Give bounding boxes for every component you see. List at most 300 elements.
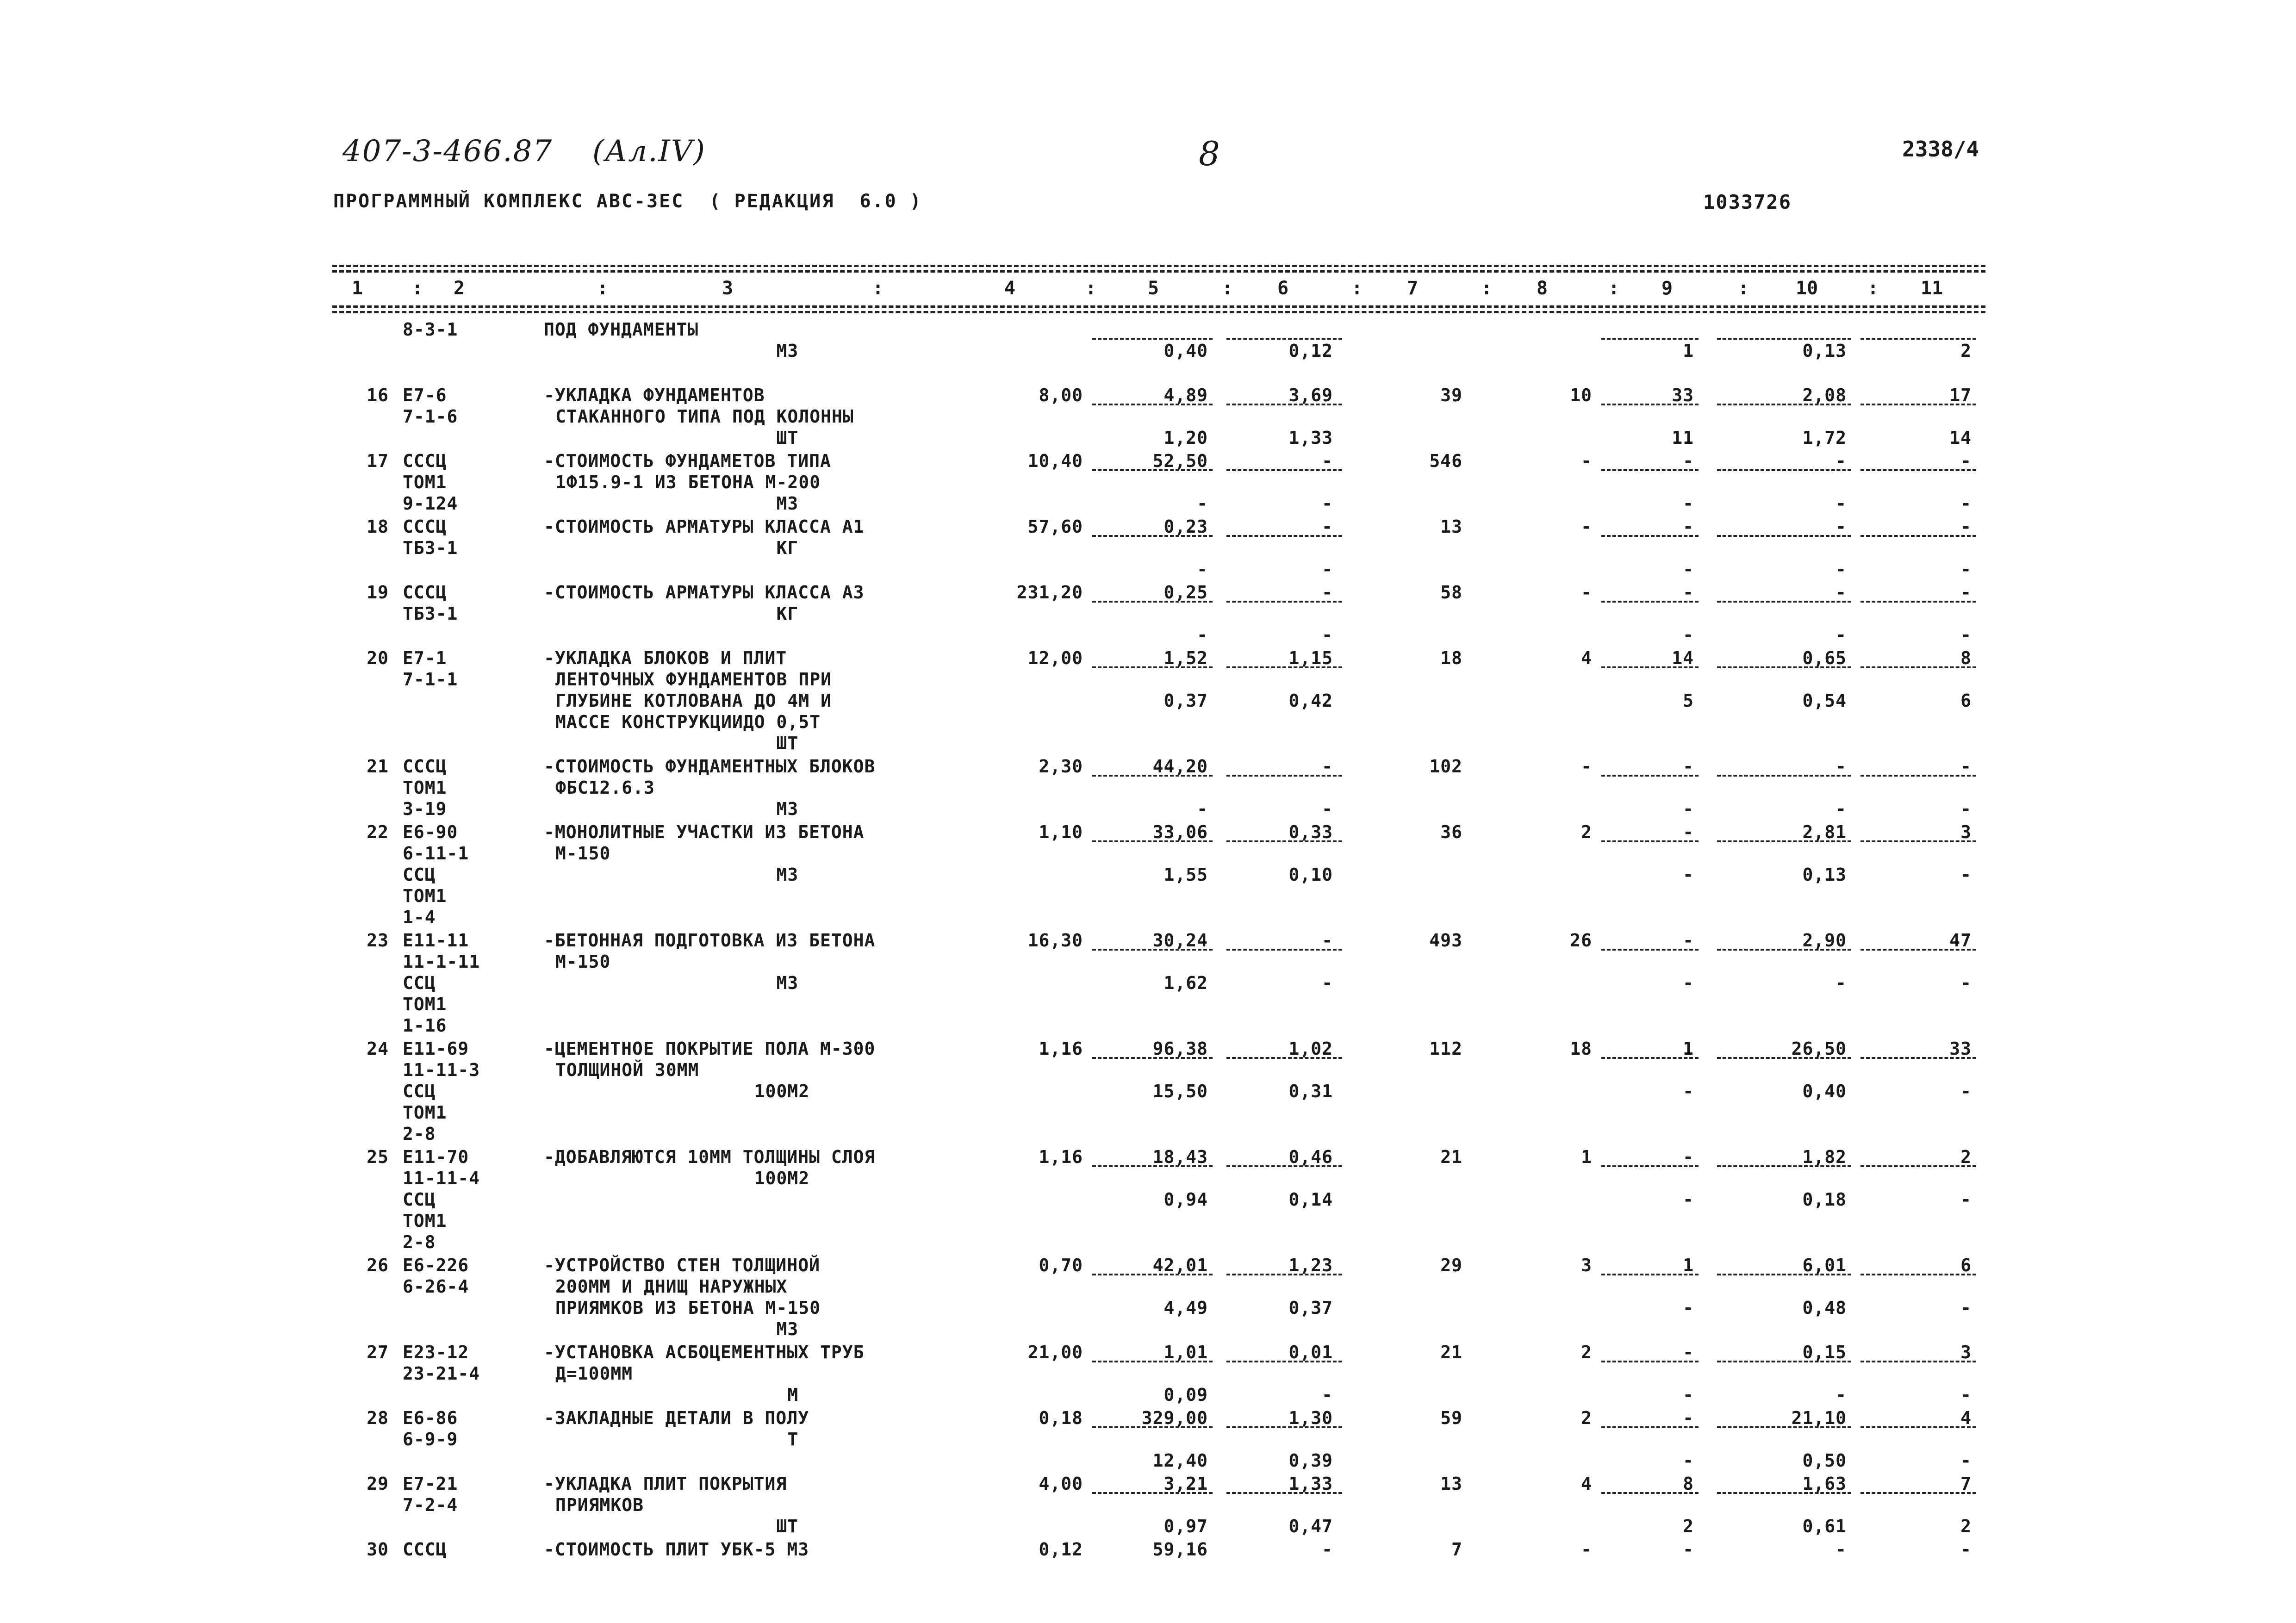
wage-total: 1 [1581,1147,1592,1167]
norm-code: СССЦ [403,582,447,603]
header-bottom-rule [332,305,1985,308]
norm-code: 7-1-1 [403,669,458,690]
unit-value-c9: - [1683,822,1694,842]
unit-value-c5: 1,62 [1164,973,1208,993]
unit-value-c11: 3 [1960,822,1972,842]
quantity: 21,00 [1027,1342,1083,1362]
cell-underline [1717,469,1851,471]
norm-code: 2-8 [403,1232,436,1252]
work-description: 1Ф15.9-1 ИЗ БЕТОНА М-200 [555,472,821,492]
norm-code: Е6-90 [403,822,458,842]
unit-value-c9: - [1683,493,1694,514]
quantity: 10,40 [1027,451,1083,471]
unit-value-c10: 2,08 [1802,385,1847,405]
unit-value-c5: 52,50 [1152,451,1208,471]
unit-value-c11: 17 [1949,385,1972,405]
quantity: 2,30 [1039,756,1083,777]
row-number: 23 [367,930,389,951]
unit-value-c6: 3,69 [1288,385,1333,405]
cost-total: 493 [1429,930,1462,951]
unit-value-c6: - [1322,559,1333,579]
norm-code: 11-11-3 [403,1060,480,1080]
unit-value-c5: 1,55 [1164,864,1208,885]
unit-value-c10: 0,65 [1802,648,1847,668]
unit-value-c6: 0,10 [1288,864,1333,885]
cell-underline [1717,338,1851,340]
cell-underline [1860,840,1976,842]
unit-value-c9: 1 [1683,341,1694,361]
work-description: -СТОИМОСТЬ ФУНДАМЕНТНЫХ БЛОКОВ [544,756,876,777]
unit-value-c5: 30,24 [1152,930,1208,951]
cell-underline [1092,775,1213,777]
quantity: 0,70 [1039,1255,1083,1275]
unit-value-c10: 1,82 [1802,1147,1847,1167]
unit-value-c6: 0,47 [1288,1516,1333,1536]
unit-value-c10: 0,15 [1802,1342,1847,1362]
row-number: 19 [367,582,389,603]
cell-underline [1860,949,1976,951]
unit-value-c11: - [1960,973,1972,993]
cell-underline [1601,1274,1699,1275]
unit-value-c6: 1,02 [1288,1038,1333,1059]
unit-value-c9: - [1683,973,1694,993]
unit-value-c10: 0,61 [1802,1516,1847,1536]
page-number: 8 [1199,134,1220,173]
cell-underline [1226,1361,1342,1362]
cell-underline [1092,1165,1213,1167]
cell-underline [1226,338,1342,340]
work-description: -УКЛАДКА ФУНДАМЕНТОВ [544,385,765,405]
unit-value-c5: 0,40 [1164,341,1208,361]
unit-value-c10: - [1836,1539,1847,1560]
wage-total: 26 [1570,930,1592,951]
unit-value-c5: 96,38 [1152,1038,1208,1059]
cell-underline [1601,1165,1699,1167]
norm-code: 23-21-4 [403,1363,480,1384]
unit-value-c5: 329,00 [1141,1408,1208,1428]
unit-value-c5: 33,06 [1152,822,1208,842]
row-number: 26 [367,1255,389,1275]
unit-value-c5: 1,52 [1164,648,1208,668]
quantity: 1,16 [1039,1147,1083,1167]
unit-value-c5: 0,25 [1164,582,1208,603]
unit-value-c6: - [1322,451,1333,471]
norm-code: 8-3-1 [403,319,458,340]
norm-code: СССЦ [403,756,447,777]
wage-total: - [1581,582,1592,603]
unit-value-c5: 3,21 [1164,1474,1208,1494]
cell-underline [1717,666,1851,668]
unit-value-c9: - [1683,451,1694,471]
cell-underline [1226,949,1342,951]
wage-total: 4 [1581,648,1592,668]
row-number: 18 [367,516,389,537]
work-description: Т [555,1429,799,1449]
work-description: ГЛУБИНЕ КОТЛОВАНА ДО 4М И [555,690,832,711]
column-header: 8 [1537,278,1548,299]
cell-underline [1717,1426,1851,1428]
unit-value-c9: - [1683,1408,1694,1428]
cell-underline [1601,338,1699,340]
unit-value-c11: 4 [1960,1408,1972,1428]
column-header: 2 [454,278,465,299]
unit-value-c5: 12,40 [1152,1450,1208,1471]
cell-underline [1092,469,1213,471]
unit-value-c10: 0,54 [1802,690,1847,711]
row-number: 24 [367,1038,389,1059]
norm-code: ТОМ1 [403,777,447,798]
cost-total: 21 [1440,1342,1462,1362]
norm-code: 11-11-4 [403,1168,480,1188]
norm-code: ССЦ [403,1189,436,1210]
cell-underline [1860,666,1976,668]
unit-value-c11: - [1960,559,1972,579]
unit-value-c9: - [1683,516,1694,537]
wage-total: 2 [1581,822,1592,842]
work-description: 100М2 [555,1081,810,1101]
column-header: 4 [1004,278,1016,299]
work-description: М3 [555,799,799,819]
unit-value-c10: - [1836,756,1847,777]
wage-total: - [1581,516,1592,537]
work-description: СТАКАННОГО ТИПА ПОД КОЛОННЫ [555,406,854,427]
work-description: -УКЛАДКА ПЛИТ ПОКРЫТИЯ [544,1474,787,1494]
unit-value-c10: - [1836,516,1847,537]
unit-value-c10: 6,01 [1802,1255,1847,1275]
unit-value-c9: 2 [1683,1516,1694,1536]
column-separator: : [872,278,884,299]
unit-value-c9: 8 [1683,1474,1694,1494]
unit-value-c11: - [1960,493,1972,514]
norm-code: ССЦ [403,864,436,885]
work-description: -СТОИМОСТЬ ПЛИТ УБК-5 М3 [544,1539,809,1560]
unit-value-c9: - [1683,930,1694,951]
work-description: 200ММ И ДНИЩ НАРУЖНЫХ [555,1276,788,1297]
work-description: -МОНОЛИТНЫЕ УЧАСТКИ ИЗ БЕТОНА [544,822,865,842]
work-description: КГ [555,538,799,558]
cost-total: 39 [1440,385,1462,405]
column-header: 6 [1277,278,1289,299]
norm-code: Е11-70 [403,1147,469,1167]
norm-code: Е23-12 [403,1342,469,1362]
cell-underline [1226,775,1342,777]
work-description: ШТ [555,428,799,448]
cell-underline [1601,535,1699,537]
unit-value-c11: - [1960,582,1972,603]
cell-underline [1860,1361,1976,1362]
cell-underline [1601,840,1699,842]
cell-underline [1601,949,1699,951]
work-description: -БЕТОННАЯ ПОДГОТОВКА ИЗ БЕТОНА [544,930,876,951]
unit-value-c6: 0,31 [1288,1081,1333,1101]
cell-underline [1601,469,1699,471]
work-description: -СТОИМОСТЬ ФУНДАМЕТОВ ТИПА [544,451,831,471]
cell-underline [1092,1492,1213,1494]
cost-total: 59 [1440,1408,1462,1428]
cell-underline [1601,1057,1699,1059]
norm-code: ТБ3-1 [403,603,458,624]
unit-value-c10: 0,40 [1802,1081,1847,1101]
cell-underline [1226,535,1342,537]
work-description: М3 [555,864,799,885]
column-header: 9 [1661,278,1673,299]
cell-underline [1860,601,1976,603]
unit-value-c10: - [1836,625,1847,645]
unit-value-c10: 2,90 [1802,930,1847,951]
header-bottom-rule-2 [332,311,1985,313]
unit-value-c9: 1 [1683,1038,1694,1059]
work-description: ПОД ФУНДАМЕНТЫ [544,319,699,340]
unit-value-c11: 47 [1949,930,1972,951]
unit-value-c6: 0,39 [1288,1450,1333,1471]
cell-underline [1092,1057,1213,1059]
cell-underline [1717,404,1851,405]
unit-value-c11: 6 [1960,690,1972,711]
unit-value-c10: - [1836,799,1847,819]
unit-value-c10: 0,50 [1802,1450,1847,1471]
unit-value-c9: - [1683,864,1694,885]
wage-total: 18 [1570,1038,1592,1059]
unit-value-c11: - [1960,799,1972,819]
unit-value-c5: - [1197,493,1208,514]
cell-underline [1860,535,1976,537]
cell-underline [1092,601,1213,603]
cell-underline [1226,469,1342,471]
norm-code: 9-124 [403,493,458,514]
column-header: 10 [1796,278,1818,299]
unit-value-c9: - [1683,1342,1694,1362]
unit-value-c6: 0,01 [1288,1342,1333,1362]
row-number: 22 [367,822,389,842]
document-id: 2338/4 [1902,137,1979,162]
unit-value-c6: - [1322,582,1333,603]
norm-code: СССЦ [403,1539,447,1560]
unit-value-c10: 21,10 [1791,1408,1847,1428]
norm-code: 6-11-1 [403,843,469,864]
work-description: 100М2 [555,1168,810,1188]
cell-underline [1092,535,1213,537]
cell-underline [1860,469,1976,471]
unit-value-c6: 0,14 [1288,1189,1333,1210]
wage-total: 10 [1570,385,1592,405]
cell-underline [1860,338,1976,340]
cost-total: 13 [1440,1474,1462,1494]
cell-underline [1092,840,1213,842]
cell-underline [1092,1361,1213,1362]
work-description: КГ [555,603,799,624]
unit-value-c11: - [1960,1298,1972,1318]
unit-value-c5: 0,09 [1164,1385,1208,1405]
unit-value-c11: - [1960,1081,1972,1101]
cell-underline [1860,1274,1976,1275]
norm-code: Е11-11 [403,930,469,951]
unit-value-c5: 44,20 [1152,756,1208,777]
norm-code: СССЦ [403,451,447,471]
work-description: М3 [555,341,799,361]
norm-code: Е7-6 [403,385,447,405]
cell-underline [1601,404,1699,405]
work-description: ПРИЯМКОВ [555,1495,644,1515]
unit-value-c5: 0,97 [1164,1516,1208,1536]
row-number: 27 [367,1342,389,1362]
cost-total: 13 [1440,516,1462,537]
cost-total: 112 [1429,1038,1462,1059]
unit-value-c6: 1,15 [1288,648,1333,668]
unit-value-c11: - [1960,1385,1972,1405]
cell-underline [1226,840,1342,842]
unit-value-c6: 0,12 [1288,341,1333,361]
unit-value-c9: - [1683,799,1694,819]
unit-value-c11: - [1960,625,1972,645]
project-code: 407-3-466.87 [342,134,553,168]
unit-value-c5: - [1197,799,1208,819]
norm-code: ТБ3-1 [403,538,458,558]
cost-total: 36 [1440,822,1462,842]
column-separator: : [1867,278,1879,299]
cell-underline [1860,1426,1976,1428]
quantity: 8,00 [1039,385,1083,405]
work-description: Д=100ММ [555,1363,633,1384]
work-description: -ЦЕМЕНТНОЕ ПОКРЫТИЕ ПОЛА М-300 [544,1038,876,1059]
cost-total: 29 [1440,1255,1462,1275]
norm-code: СССЦ [403,516,447,537]
row-number: 28 [367,1408,389,1428]
unit-value-c5: 1,01 [1164,1342,1208,1362]
cell-underline [1092,949,1213,951]
unit-value-c10: 1,63 [1802,1474,1847,1494]
work-description: М3 [555,493,799,514]
unit-value-c6: - [1322,1385,1333,1405]
work-description: -ЗАКЛАДНЫЕ ДЕТАЛИ В ПОЛУ [544,1408,809,1428]
unit-value-c6: 1,23 [1288,1255,1333,1275]
work-description: -ДОБАВЛЯЮТСЯ 10ММ ТОЛЩИНЫ СЛОЯ [544,1147,876,1167]
unit-value-c5: 4,89 [1164,385,1208,405]
unit-value-c11: - [1960,864,1972,885]
cell-underline [1092,666,1213,668]
unit-value-c6: 0,37 [1288,1298,1333,1318]
work-description: ЛЕНТОЧНЫХ ФУНДАМЕНТОВ ПРИ [555,669,832,690]
column-separator: : [1738,278,1749,299]
unit-value-c5: 0,94 [1164,1189,1208,1210]
unit-value-c11: 2 [1960,341,1972,361]
cost-total: 58 [1440,582,1462,603]
unit-value-c11: - [1960,1450,1972,1471]
norm-code: 6-26-4 [403,1276,469,1297]
column-header: 11 [1921,278,1943,299]
unit-value-c5: 1,20 [1164,428,1208,448]
cell-underline [1717,840,1851,842]
unit-value-c10: 26,50 [1791,1038,1847,1059]
quantity: 12,00 [1027,648,1083,668]
quantity: 1,16 [1039,1038,1083,1059]
unit-value-c10: - [1836,493,1847,514]
wage-total: - [1581,451,1592,471]
unit-value-c6: 0,33 [1288,822,1333,842]
cell-underline [1092,404,1213,405]
column-separator: : [597,278,609,299]
unit-value-c11: 6 [1960,1255,1972,1275]
work-description: ПРИЯМКОВ ИЗ БЕТОНА М-150 [555,1298,821,1318]
wage-total: 2 [1581,1342,1592,1362]
unit-value-c6: 0,46 [1288,1147,1333,1167]
norm-code: Е7-21 [403,1474,458,1494]
unit-value-c10: - [1836,451,1847,471]
cost-total: 546 [1429,451,1462,471]
unit-value-c11: - [1960,1539,1972,1560]
cell-underline [1226,1274,1342,1275]
unit-value-c10: - [1836,582,1847,603]
norm-code: ТОМ1 [403,994,447,1014]
unit-value-c9: - [1683,1385,1694,1405]
unit-value-c5: - [1197,625,1208,645]
norm-code: 7-2-4 [403,1495,458,1515]
norm-code: ССЦ [403,1081,436,1101]
unit-value-c5: 42,01 [1152,1255,1208,1275]
cell-underline [1717,601,1851,603]
unit-value-c11: 33 [1949,1038,1972,1059]
column-separator: : [1351,278,1363,299]
column-header: 1 [352,278,363,299]
cell-underline [1226,601,1342,603]
wage-total: - [1581,756,1592,777]
column-separator: : [1608,278,1620,299]
unit-value-c11: - [1960,516,1972,537]
column-separator: : [1222,278,1233,299]
cell-underline [1601,601,1699,603]
wage-total: 4 [1581,1474,1592,1494]
quantity: 57,60 [1027,516,1083,537]
unit-value-c11: - [1960,451,1972,471]
unit-value-c11: 2 [1960,1516,1972,1536]
column-separator: : [1481,278,1493,299]
unit-value-c9: - [1683,1189,1694,1210]
work-description: М3 [555,973,799,993]
norm-code: 7-1-6 [403,406,458,427]
cost-total: 7 [1451,1539,1462,1560]
unit-value-c9: 33 [1672,385,1694,405]
norm-code: 1-4 [403,907,436,927]
cell-underline [1717,1057,1851,1059]
cell-underline [1226,1057,1342,1059]
work-description: ШТ [555,733,799,753]
norm-code: 6-9-9 [403,1429,458,1449]
quantity: 1,10 [1039,822,1083,842]
work-description: М-150 [555,843,611,864]
unit-value-c6: - [1322,625,1333,645]
unit-value-c10: - [1836,973,1847,993]
cell-underline [1226,666,1342,668]
work-description: -СТОИМОСТЬ АРМАТУРЫ КЛАССА А1 [544,516,865,537]
cell-underline [1092,1426,1213,1428]
cell-underline [1092,338,1213,340]
unit-value-c9: 11 [1672,428,1694,448]
unit-value-c6: - [1322,1539,1333,1560]
unit-value-c9: - [1683,756,1694,777]
cell-underline [1601,1361,1699,1362]
norm-code: 11-1-11 [403,951,480,972]
work-description: -УСТРОЙСТВО СТЕН ТОЛЩИНОЙ [544,1255,820,1275]
unit-value-c6: - [1322,493,1333,514]
work-description: -СТОИМОСТЬ АРМАТУРЫ КЛАССА А3 [544,582,865,603]
cell-underline [1717,535,1851,537]
norm-code: Е7-1 [403,648,447,668]
unit-value-c6: 1,33 [1288,428,1333,448]
cell-underline [1717,949,1851,951]
unit-value-c11: 14 [1949,428,1972,448]
quantity: 16,30 [1027,930,1083,951]
unit-value-c10: 0,13 [1802,864,1847,885]
unit-value-c9: 14 [1672,648,1694,668]
